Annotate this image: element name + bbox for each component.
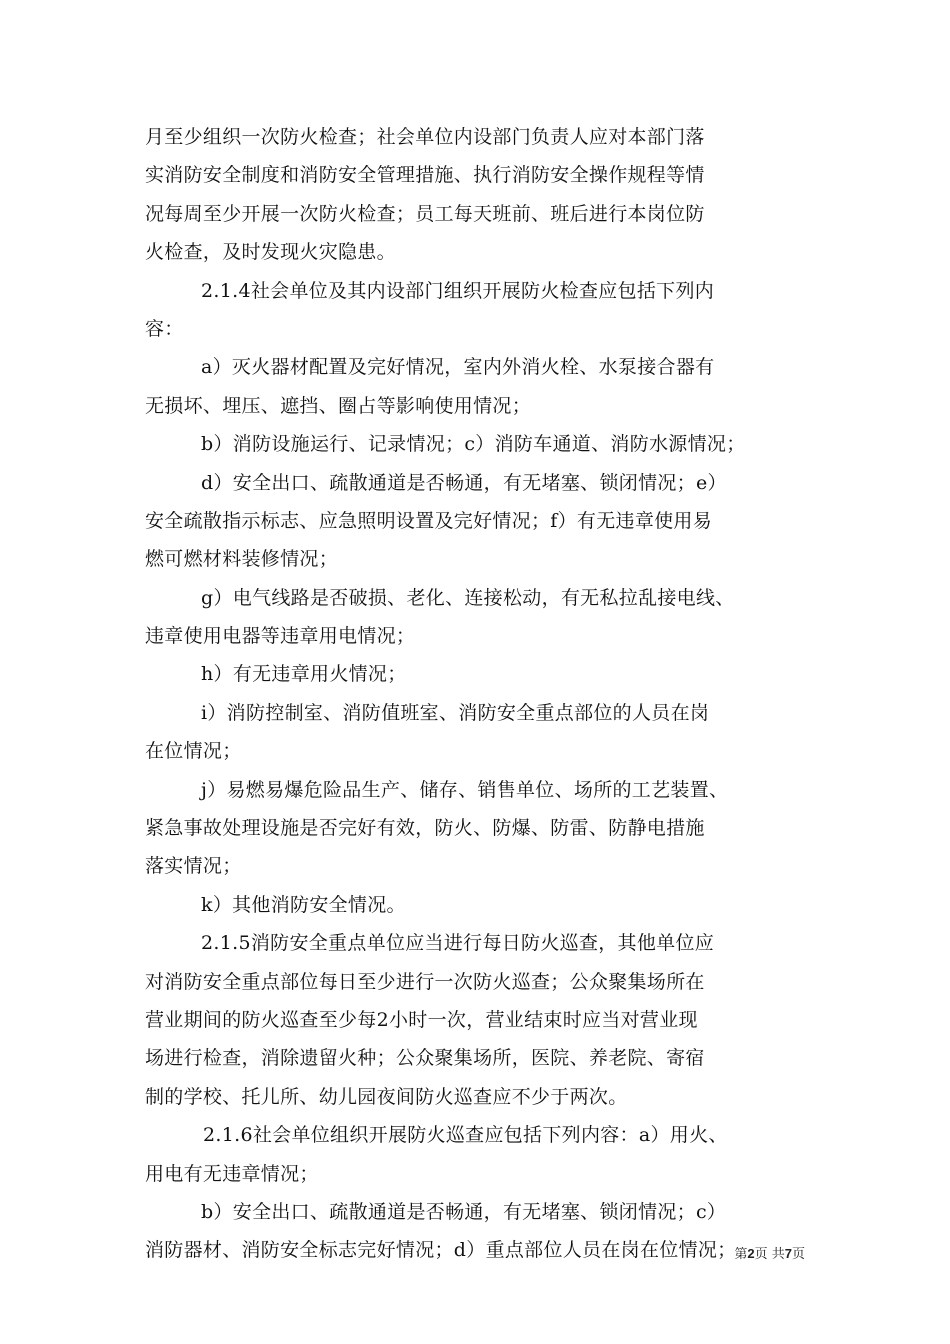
- text-line: 用电有无违章情况；: [145, 1162, 319, 1185]
- text-line: 况每周至少开展一次防火检查；员工每天班前、班后进行本岗位防: [145, 202, 705, 225]
- text-line: 违章使用电器等违章用电情况；: [145, 625, 416, 648]
- text-line: j）易燃易爆危险品生产、储存、销售单位、场所的工艺装置、: [201, 778, 729, 801]
- text-line: b）安全出口、疏散通道是否畅通，有无堵塞、锁闭情况；c）: [201, 1200, 727, 1223]
- text-line: i）消防控制室、消防值班室、消防安全重点部位的人员在岗: [201, 701, 710, 724]
- total-page-number: 7: [784, 1246, 792, 1261]
- text-line: 2.1.4社会单位及其内设部门组织开展防火检查应包括下列内: [201, 279, 715, 302]
- text-line: 消防器材、消防安全标志完好情况；d）重点部位人员在岗在位情况；: [145, 1239, 737, 1262]
- text-line: 2.1.6社会单位组织开展防火巡查应包括下列内容：a）用火、: [203, 1124, 728, 1147]
- text-line: 落实情况；: [145, 855, 242, 878]
- text-line: b）消防设施运行、记录情况；c）消防车通道、消防水源情况；: [201, 433, 746, 456]
- text-line: 无损坏、埋压、遮挡、圈占等影响使用情况；: [145, 394, 532, 417]
- text-line: 月至少组织一次防火检查；社会单位内设部门负责人应对本部门落: [145, 126, 705, 148]
- text-line: 对消防安全重点部位每日至少进行一次防火巡查；公众聚集场所在: [145, 970, 705, 993]
- footer-middle: 页 共: [754, 1247, 785, 1262]
- text-line: 制的学校、托儿所、幼儿园夜间防火巡查应不少于两次。: [145, 1085, 628, 1108]
- document-body: [145, 118, 825, 1270]
- text-line: a）灭火器材配置及完好情况，室内外消火栓、水泵接合器有: [201, 356, 715, 379]
- text-line: 实消防安全制度和消防安全管理措施、执行消防安全操作规程等情: [145, 164, 705, 187]
- text-line: h）有无违章用火情况；: [201, 663, 407, 686]
- text-line: 安全疏散指示标志、应急照明设置及完好情况；f）有无违章使用易: [145, 509, 713, 532]
- text-line: 在位情况；: [145, 740, 242, 763]
- current-page-number: 2: [747, 1246, 755, 1261]
- text-line: k）其他消防安全情况。: [201, 893, 406, 916]
- text-line: 紧急事故处理设施是否完好有效，防火、防爆、防雷、防静电措施: [145, 817, 705, 840]
- footer-prefix: 第: [734, 1247, 748, 1262]
- page-footer: [734, 1245, 805, 1264]
- text-line: 燃可燃材料装修情况；: [145, 548, 339, 571]
- text-line: 容：: [145, 317, 184, 340]
- text-line: 营业期间的防火巡查至少每2小时一次，营业结束时应当对营业现: [145, 1008, 698, 1031]
- text-line: 场进行检查，消除遗留火种；公众聚集场所，医院、养老院、寄宿: [145, 1047, 705, 1070]
- text-line: 2.1.5消防安全重点单位应当进行每日防火巡查，其他单位应: [201, 932, 715, 955]
- text-line: d）安全出口、疏散通道是否畅通，有无堵塞、锁闭情况；e）: [201, 471, 727, 494]
- text-line: 火检查，及时发现火灾隐患。: [145, 241, 396, 264]
- text-line: g）电气线路是否破损、老化、连接松动，有无私拉乱接电线、: [201, 586, 735, 609]
- footer-suffix: 页: [791, 1247, 805, 1262]
